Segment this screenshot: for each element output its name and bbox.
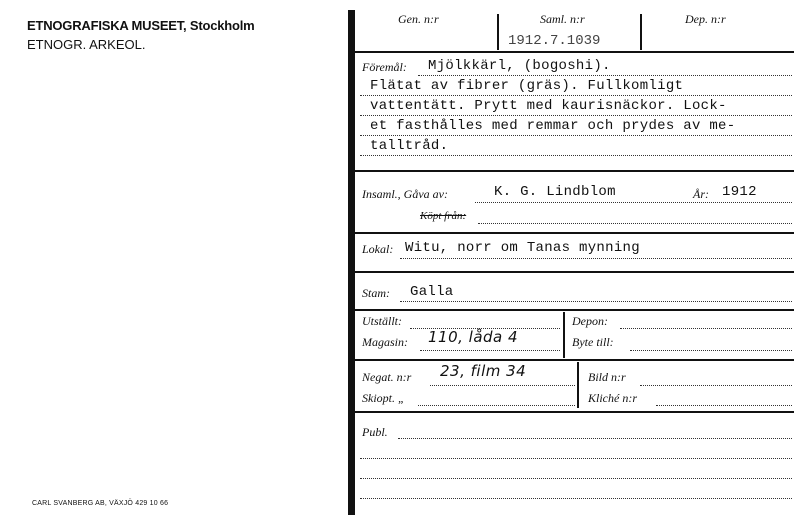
depon-label: Depon: [572, 314, 608, 328]
department: ETNOGR. ARKEOL. [27, 37, 146, 52]
year-value: 1912 [722, 184, 757, 200]
insaml-dots [475, 202, 792, 203]
publ-dots-1 [398, 438, 792, 439]
kopt-dots [478, 223, 792, 224]
magasin-label: Magasin: [362, 335, 408, 349]
bild-dots [640, 385, 792, 386]
printer-mark: CARL SVANBERG AB, VÄXJÖ 429 10 66 [32, 500, 169, 507]
publ-dots-2 [360, 458, 792, 459]
foremal-line-1: Mjölkkärl, (bogoshi). [428, 58, 611, 74]
dep-label: Dep. n:r [685, 12, 726, 26]
negat-value: 23, film 34 [440, 362, 527, 380]
storage-divider [563, 312, 565, 358]
negat-divider [577, 362, 579, 408]
publ-dots-4 [360, 498, 792, 499]
lokal-label: Lokal: [362, 242, 394, 256]
byte-dots [630, 350, 792, 351]
header-divider-1 [497, 14, 499, 50]
foremal-line-3: vattentätt. Prytt med kaurisnäckor. Lock- [370, 98, 727, 114]
foremal-line-4: et fasthålles med remmar och prydes av me- [370, 118, 736, 134]
stam-rule [355, 309, 794, 311]
negat-label: Negat. n:r [362, 370, 412, 384]
foremal-line-5: talltråd. [370, 138, 449, 154]
gen-label: Gen. n:r [398, 12, 439, 26]
publ-dots-3 [360, 478, 792, 479]
negat-rule [355, 411, 794, 413]
saml-label: Saml. n:r [540, 12, 585, 26]
cliche-label: Kliché n:r [588, 391, 637, 405]
foremal-dots-3 [360, 115, 792, 116]
foremal-dots-2 [360, 95, 792, 96]
kopt-label: Köpt från: [420, 210, 467, 222]
insaml-value: K. G. Lindblom [494, 184, 616, 200]
foremal-dots-5 [360, 155, 792, 156]
card-margin-rule [348, 10, 355, 515]
stam-label: Stam: [362, 286, 390, 300]
negat-dots [430, 385, 575, 386]
storage-rule [355, 359, 794, 361]
lokal-dots [400, 258, 792, 259]
foremal-dots-4 [360, 135, 792, 136]
museum-name: ETNOGRAFISKA MUSEET, Stockholm [27, 18, 255, 33]
depon-dots [620, 328, 792, 329]
insaml-rule [355, 232, 794, 234]
magasin-dots [420, 350, 560, 351]
insaml-label: Insaml., Gåva av: [362, 187, 448, 201]
foremal-line-2: Flätat av fibrer (gräs). Fullkomligt [370, 78, 684, 94]
header-rule [355, 51, 794, 53]
utstallt-label: Utställt: [362, 314, 403, 328]
lokal-rule [355, 271, 794, 273]
cliche-dots [656, 405, 792, 406]
magasin-value: 110, låda 4 [428, 328, 519, 346]
header-divider-2 [640, 14, 642, 50]
foremal-dots-1 [418, 75, 792, 76]
byte-label: Byte till: [572, 335, 614, 349]
year-label: År: [693, 187, 709, 201]
stam-dots [400, 301, 792, 302]
foremal-label: Föremål: [362, 60, 407, 74]
lokal-value: Witu, norr om Tanas mynning [405, 240, 640, 256]
saml-value: 1912.7.1039 [508, 33, 601, 49]
bild-label: Bild n:r [588, 370, 626, 384]
publ-label: Publ. [362, 425, 388, 439]
foremal-rule [355, 170, 794, 172]
skiopt-dots [418, 405, 575, 406]
stam-value: Galla [410, 284, 454, 300]
skiopt-label: Skiopt. „ [362, 391, 405, 405]
